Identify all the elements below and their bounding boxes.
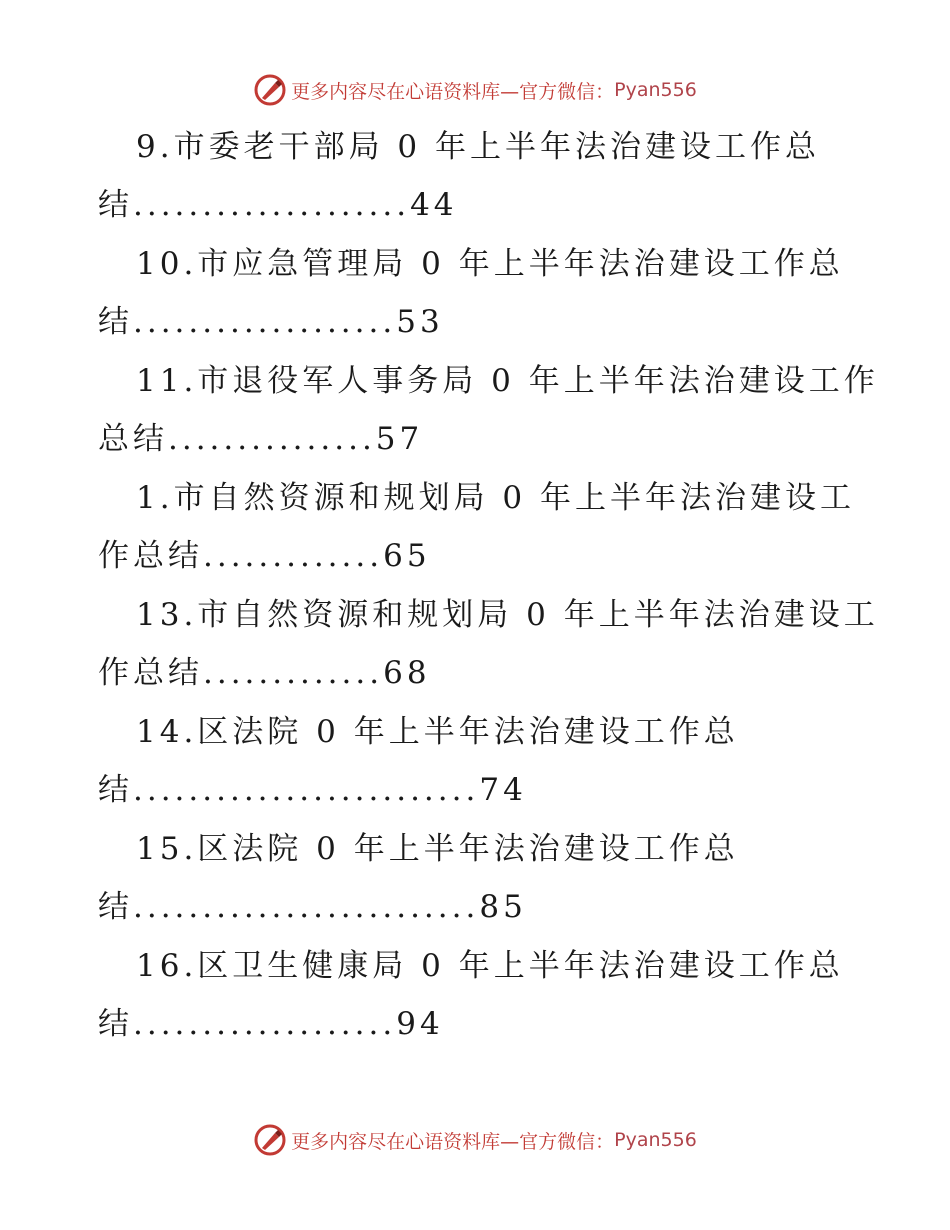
toc-entry-title: 9.市委老干部局 0 年上半年法治建设工作总 — [136, 129, 821, 165]
toc-entry[interactable] — [0, 235, 950, 352]
toc-entry-page: 结...................94 — [98, 1006, 444, 1042]
banner-text: 更多内容尽在心语资料库—官方微信： — [291, 80, 615, 103]
banner-wechat-id: Pyan556 — [614, 79, 697, 101]
footer-banner — [0, 1120, 950, 1160]
toc-entry-page: 作总结.............68 — [98, 655, 431, 691]
toc-entry-page: 作总结.............65 — [98, 538, 431, 574]
toc-entry-title: 10.市应急管理局 0 年上半年法治建设工作总 — [136, 246, 844, 282]
toc-entry-title: 15.区法院 0 年上半年法治建设工作总 — [136, 831, 739, 867]
toc-entry[interactable] — [0, 937, 950, 1054]
toc-entry[interactable] — [0, 586, 950, 703]
toc-entry-title: 13.市自然资源和规划局 0 年上半年法治建设工 — [136, 597, 879, 633]
header-banner — [0, 70, 950, 110]
toc-entry-page: 结....................44 — [98, 187, 458, 223]
toc-entry-page: 结...................53 — [98, 304, 444, 340]
toc-entry-title: 14.区法院 0 年上半年法治建设工作总 — [136, 714, 739, 750]
toc-entry-title: 11.市退役军人事务局 0 年上半年法治建设工作 — [136, 363, 879, 399]
banner-wechat-id: Pyan556 — [614, 1129, 697, 1151]
toc-entry[interactable] — [0, 469, 950, 586]
toc-entry-page: 结.........................85 — [98, 889, 527, 925]
toc-entry[interactable] — [0, 703, 950, 820]
toc-entry-title: 1.市自然资源和规划局 0 年上半年法治建设工 — [136, 480, 856, 516]
pen-nib-logo-icon — [253, 73, 287, 107]
table-of-contents — [0, 118, 950, 1054]
banner-text: 更多内容尽在心语资料库—官方微信： — [291, 1130, 615, 1153]
toc-entry-title: 16.区卫生健康局 0 年上半年法治建设工作总 — [136, 948, 844, 984]
toc-entry-page: 总结...............57 — [98, 421, 424, 457]
pen-nib-logo-icon — [253, 1123, 287, 1157]
toc-entry[interactable] — [0, 118, 950, 235]
toc-entry[interactable] — [0, 352, 950, 469]
toc-entry-page: 结.........................74 — [98, 772, 527, 808]
toc-entry[interactable] — [0, 820, 950, 937]
